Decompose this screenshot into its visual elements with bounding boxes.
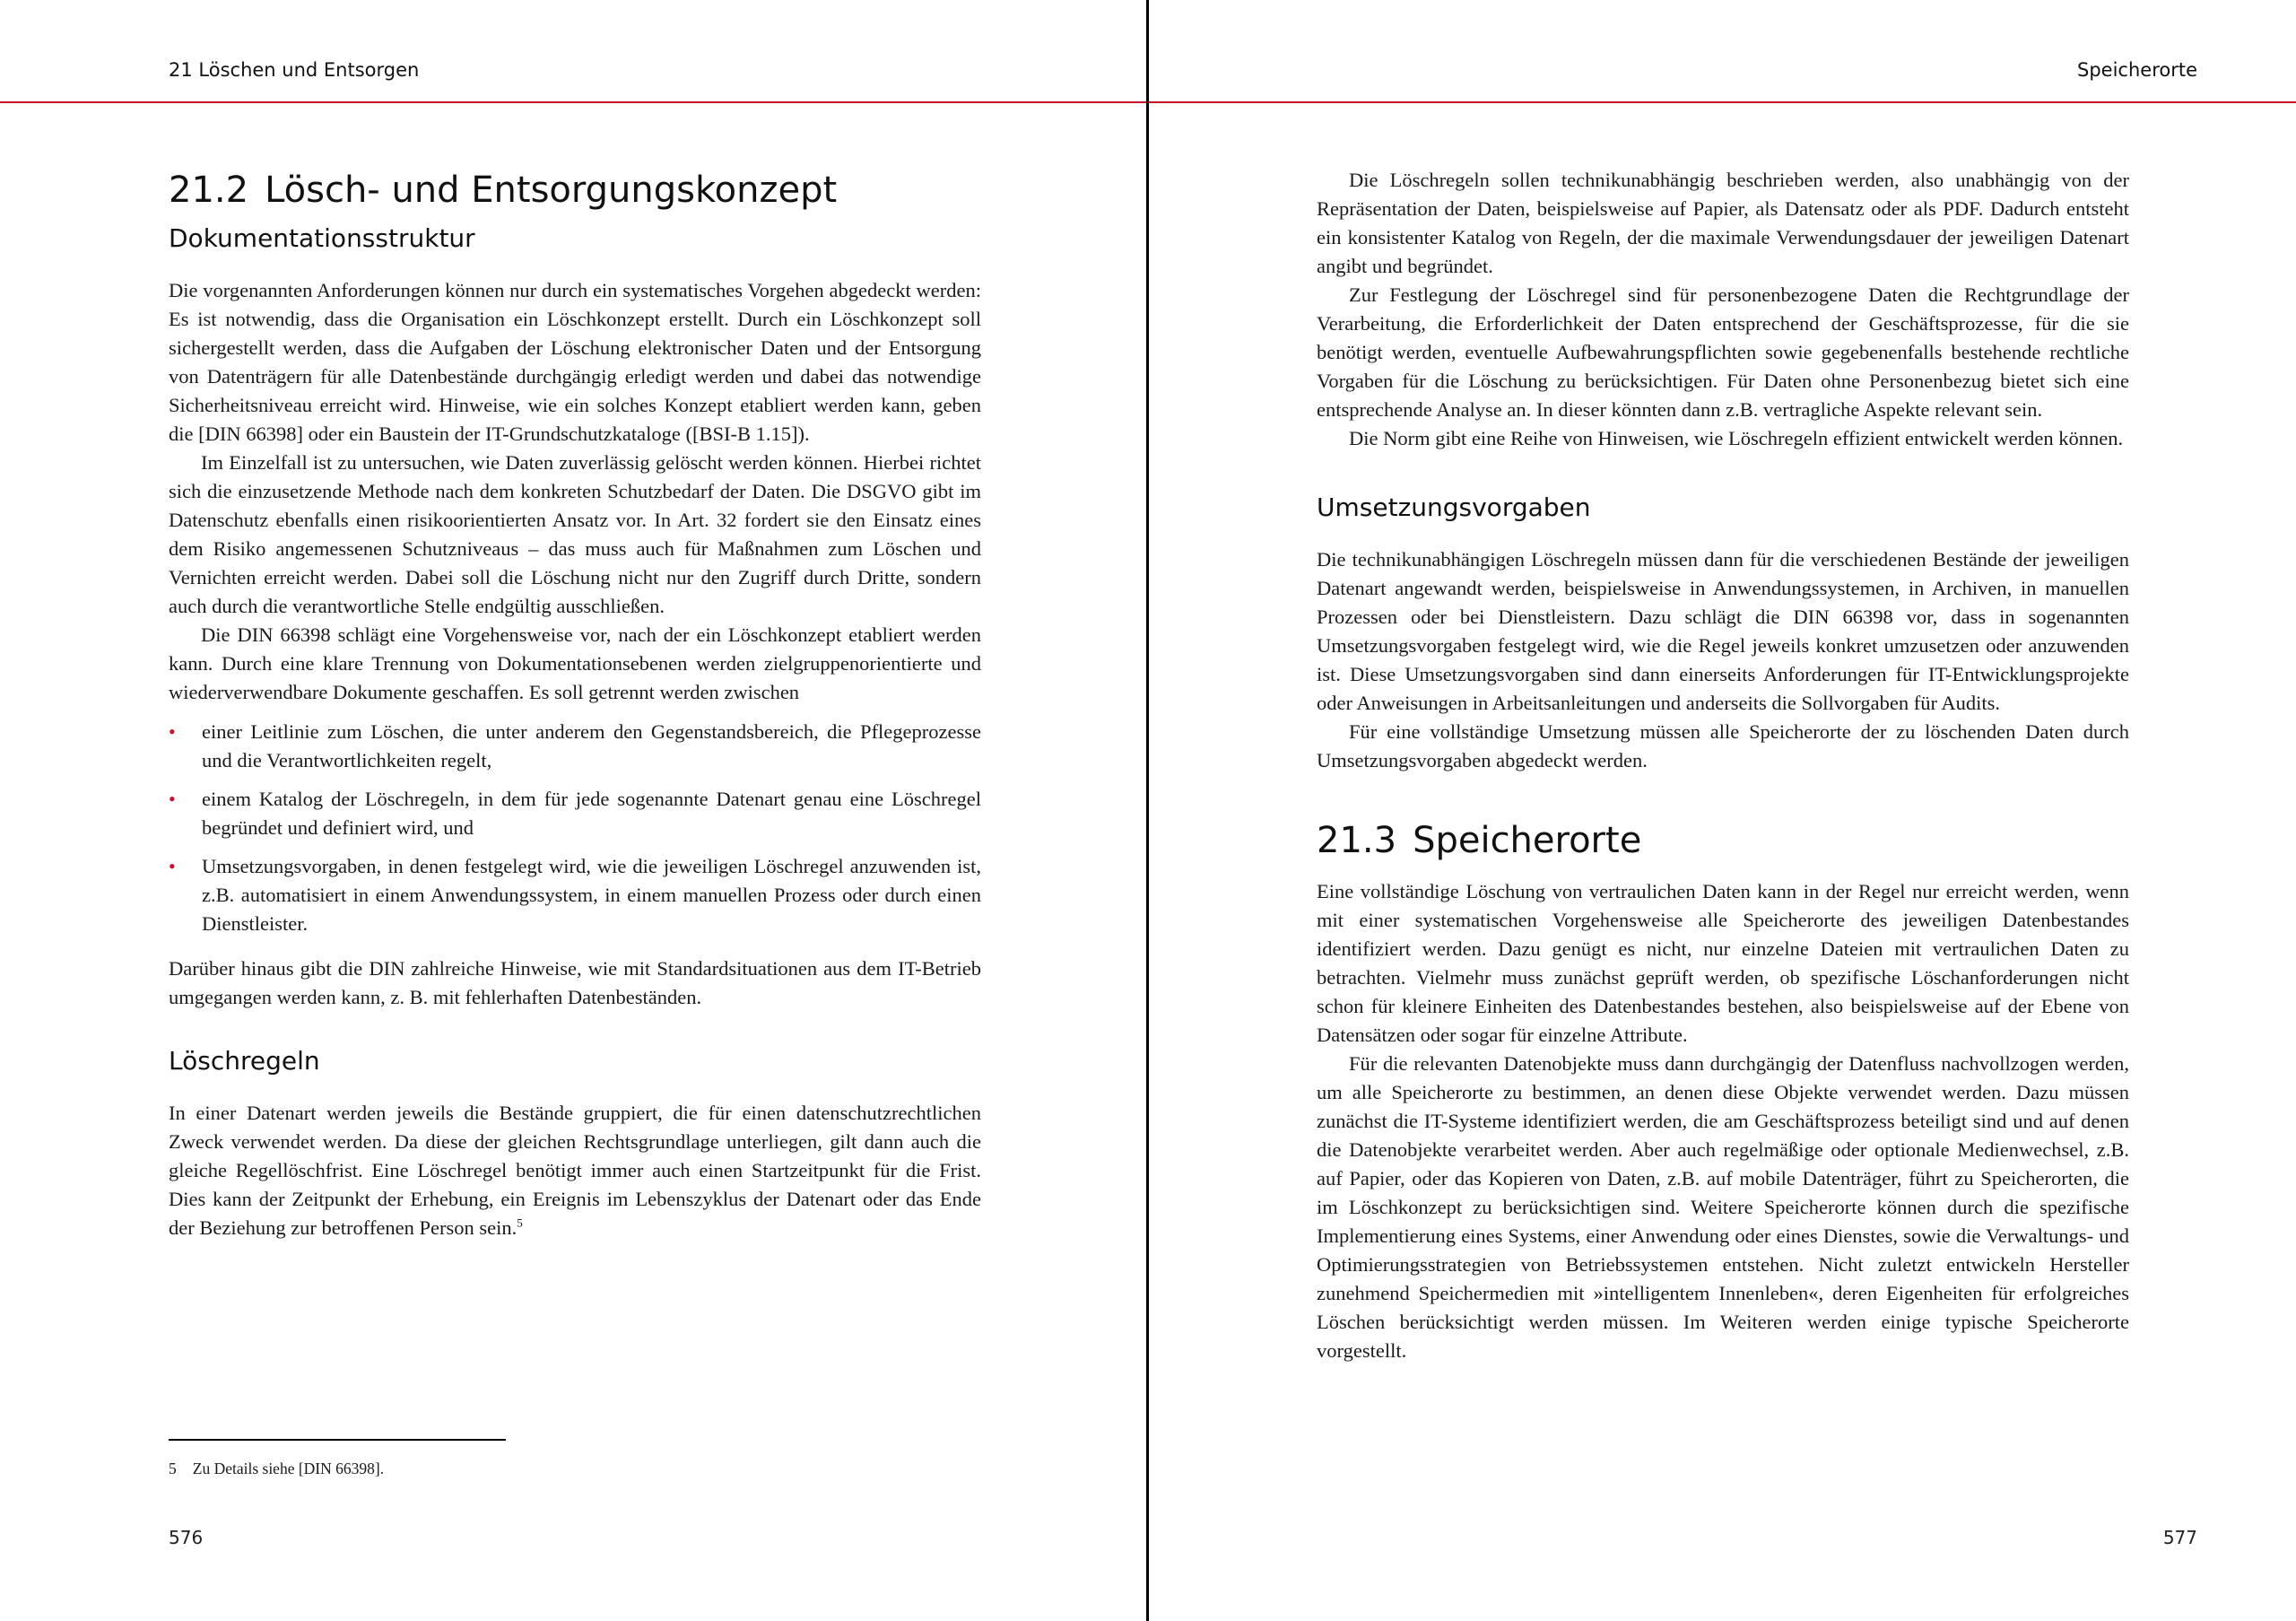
section-heading-21-2: [169, 166, 981, 214]
bullet-list: [169, 718, 981, 938]
header-rule-left: [0, 101, 1146, 103]
body-paragraph: Die technikunabhängigen Löschregeln müssen dann für die verschiedenen Bestände der jeweiligen Datenart angewandt werden, beispielsweise in Anwendungssystemen, in Archiven, in manuellen Prozessen oder bei Dienstleistern. Dazu schlägt die DIN 66398 vor, dass in sogenannten Umsetzungsvorgaben festgelegt wird, wie die Regel jeweils konkret umzusetzen oder anzuwenden ist. Diese Umsetzungsvorgaben sind dann einerseits Anforderungen für IT-Entwicklungsprojekte oder Anweisungen in Arbeitsanleitungen und anderseits die Sollvorgaben für Audits.: [1317, 548, 2129, 714]
footnote-reference[interactable]: 5: [517, 1216, 523, 1230]
body-paragraph: Die DIN 66398 schlägt eine Vorgehensweise vor, nach der ein Löschkonzept etabliert werden kann. Durch eine klare Trennung von Dokumentationsebenen werden zielgruppenorientierte und wiederverwendbare Dokumente geschaffen. Es soll getrennt werden zwischen: [169, 623, 981, 703]
bullet-marker: •: [169, 720, 176, 743]
bullet-marker: •: [169, 855, 176, 877]
body-paragraph: Für die relevanten Datenobjekte muss dann durchgängig der Datenfluss nachvollzogen werden, um alle Speicherorte zu bestimmen, an denen diese Objekte verwendet werden. Dazu müssen zunächst die IT-Systeme identifiziert werden, die am Geschäftsprozess beteiligt sind und auf denen die Datenobjekte verarbeitet werden. Aber auch regelmäßige oder optionale Medienwechsel, z.B. auf Papier, oder das Kopieren von Daten, z.B. auf mobile Datenträger, führt zu Speicherorten, die im Löschkonzept zu berücksichtigen sind. Weitere Speicherorte können durch die spezifische Implementierung eines Systems, einer Anwendung oder eines Dienstes, sowie die Verwaltungs- und Optimierungsstrategien von Betriebssystemen entstehen. Nicht zuletzt entwickeln Hersteller zunehmend Speichermedien mit »intelligentem Innenleben«, deren Eigenheiten für erfolgreiches Löschen berücksichtigt werden müssen. Im Weiteren werden einige typische Speicherorte vorgestellt.: [1317, 1052, 2129, 1362]
body-paragraph: Die vorgenannten Anforderungen können nur durch ein systematisches Vorgehen abgedeckt werden: Es ist notwendig, dass die Organisation ein Löschkonzept erstellt. Durch ein Löschkonzept soll sichergestellt werden, dass die Aufgaben der Löschung elektronischer Daten und der Entsorgung von Datenträgern für alle Datenbestände durchgängig erledigt werden und dabei das notwendige Sicherheitsniveau erreicht wird. Hinweise, wie ein solches Konzept etabliert werden kann, geben die [DIN 66398] oder ein Baustein der IT-Grundschutzkataloge ([BSI-B 1.15]).: [169, 279, 981, 445]
body-paragraph: Im Einzelfall ist zu untersuchen, wie Daten zuverlässig gelöscht werden können. Hierbei richtet sich die einzusetzende Methode nach dem konkreten Schutzbedarf der Daten. Die DSGVO gibt im Datenschutz ebenfalls einen risikoorientierten Ansatz vor. In Art. 32 fordert sie den Einsatz eines dem Risiko angemessenen Schutzniveaus – das muss auch für Maßnahmen zum Löschen und Vernichten erreicht werden. Dabei soll die Löschung nicht nur den Zugriff durch Dritte, sondern auch durch die verantwortliche Stelle endgültig ausschließen.: [169, 451, 981, 617]
bullet-text: einer Leitlinie zum Löschen, die unter anderem den Gegenstandsbereich, die Pflegeprozesse und die Verantwortlichkeiten regelt,: [202, 720, 981, 771]
footnote-text: Zu Details siehe [DIN 66398].: [192, 1460, 385, 1477]
body-paragraph: Darüber hinaus gibt die DIN zahlreiche Hinweise, wie mit Standardsituationen aus dem IT-Betrieb umgegangen werden kann, z. B. mit fehlerhaften Datenbeständen.: [169, 957, 981, 1008]
section-number: 21.3: [1317, 820, 1397, 861]
paragraph-text: In einer Datenart werden jeweils die Bestände gruppiert, die für einen datenschutzrechtlichen Zweck verwendet werden. Da diese der gleichen Rechtsgrundlage unterliegen, gilt dann auch die gleiche Regellöschfrist. Eine Löschregel benötigt immer auch einen Startzeitpunkt für die Frist. Dies kann der Zeitpunkt der Erhebung, ein Ereignis im Lebenszyklus der Datenart oder das Ende der Beziehung zur betroffenen Person sein.: [169, 1102, 981, 1239]
right-page: [1149, 0, 2296, 1621]
subsection-heading-loeschregeln: Löschregeln: [169, 1046, 320, 1076]
header-rule-right: [1149, 101, 2296, 103]
bullet-item: [169, 852, 981, 938]
section-title: Lösch- und Entsorgungskonzept: [265, 170, 838, 211]
footnote-number: 5: [169, 1460, 177, 1477]
footnote: [169, 1458, 981, 1479]
body-paragraph: Die Norm gibt eine Reihe von Hinweisen, wie Löschregeln effizient entwickelt werden können.: [1349, 427, 2124, 449]
body-paragraph: Zur Festlegung der Löschregel sind für personenbezogene Daten die Rechtgrundlage der Verarbeitung, die Erforderlichkeit der Daten entsprechend der Geschäftsprozesse, für die sie benötigt werden, eventuelle Aufbewahrungspflichten sowie gegebenenfalls bestehende rechtliche Vorgaben für die Löschung zu berücksichtigen. Für Daten ohne Personenbezug bietet sich eine entsprechende Analyse an. In dieser könnten dann z.B. vertragliche Aspekte relevant sein.: [1317, 283, 2129, 421]
bullet-text: einem Katalog der Löschregeln, in dem für jede sogenannte Datenart genau eine Löschregel begründet und definiert wird, und: [202, 788, 981, 839]
bullet-text: Umsetzungsvorgaben, in denen festgelegt wird, wie die jeweiligen Löschregel anzuwenden ist, z.B. automatisiert in einem Anwendungssystem, in einem manuellen Prozess oder durch einen Dienstleister.: [202, 855, 981, 935]
body-paragraph: Die Löschregeln sollen technikunabhängig beschrieben werden, also unabhängig von der Repräsentation der Daten, beispielsweise auf Papier, als Datensatz oder als PDF. Dadurch entsteht ein konsistenter Katalog von Regeln, der die maximale Verwendungsdauer der jeweiligen Datenart angibt und begründet.: [1317, 169, 2129, 277]
body-paragraph: [169, 1099, 981, 1242]
bullet-marker: •: [169, 788, 176, 810]
bullet-item: [169, 718, 981, 775]
bullet-item: [169, 785, 981, 842]
left-text-column: [169, 166, 981, 1242]
body-paragraph: Für eine vollständige Umsetzung müssen alle Speicherorte der zu löschenden Daten durch Umsetzungsvorgaben abgedeckt werden.: [1317, 720, 2129, 771]
page-number-left: 576: [169, 1527, 204, 1548]
left-page: [0, 0, 1146, 1621]
section-number: 21.2: [169, 170, 249, 211]
footnote-rule: [169, 1439, 506, 1441]
right-text-column: [1317, 166, 2129, 1365]
subsection-heading-dokumentationsstruktur: Dokumentationsstruktur: [169, 223, 475, 253]
section-heading-21-3: [1317, 816, 2129, 865]
section-title: Speicherorte: [1413, 820, 1642, 861]
page-number-right: 577: [2162, 1527, 2197, 1548]
subsection-heading-umsetzungsvorgaben: Umsetzungsvorgaben: [1317, 492, 1591, 522]
running-head-left: 21 Löschen und Entsorgen: [169, 59, 420, 81]
body-paragraph: Eine vollständige Löschung von vertraulichen Daten kann in der Regel nur erreicht werden, wenn mit einer systematischen Vorgehensweise alle Speicherorte des jeweiligen Datenbestandes identifiziert werden. Dazu genügt es nicht, nur einzelne Dateien mit vertraulichen Daten zu betrachten. Vielmehr muss zunächst geprüft werden, ob spezifische Löschanforderungen nicht schon für kleinere Einheiten des Datenbestandes bestehen, also beispielsweise auf der Ebene von Datensätzen oder sogar für einzelne Attribute.: [1317, 880, 2129, 1046]
running-head-right: Speicherorte: [2077, 59, 2197, 81]
